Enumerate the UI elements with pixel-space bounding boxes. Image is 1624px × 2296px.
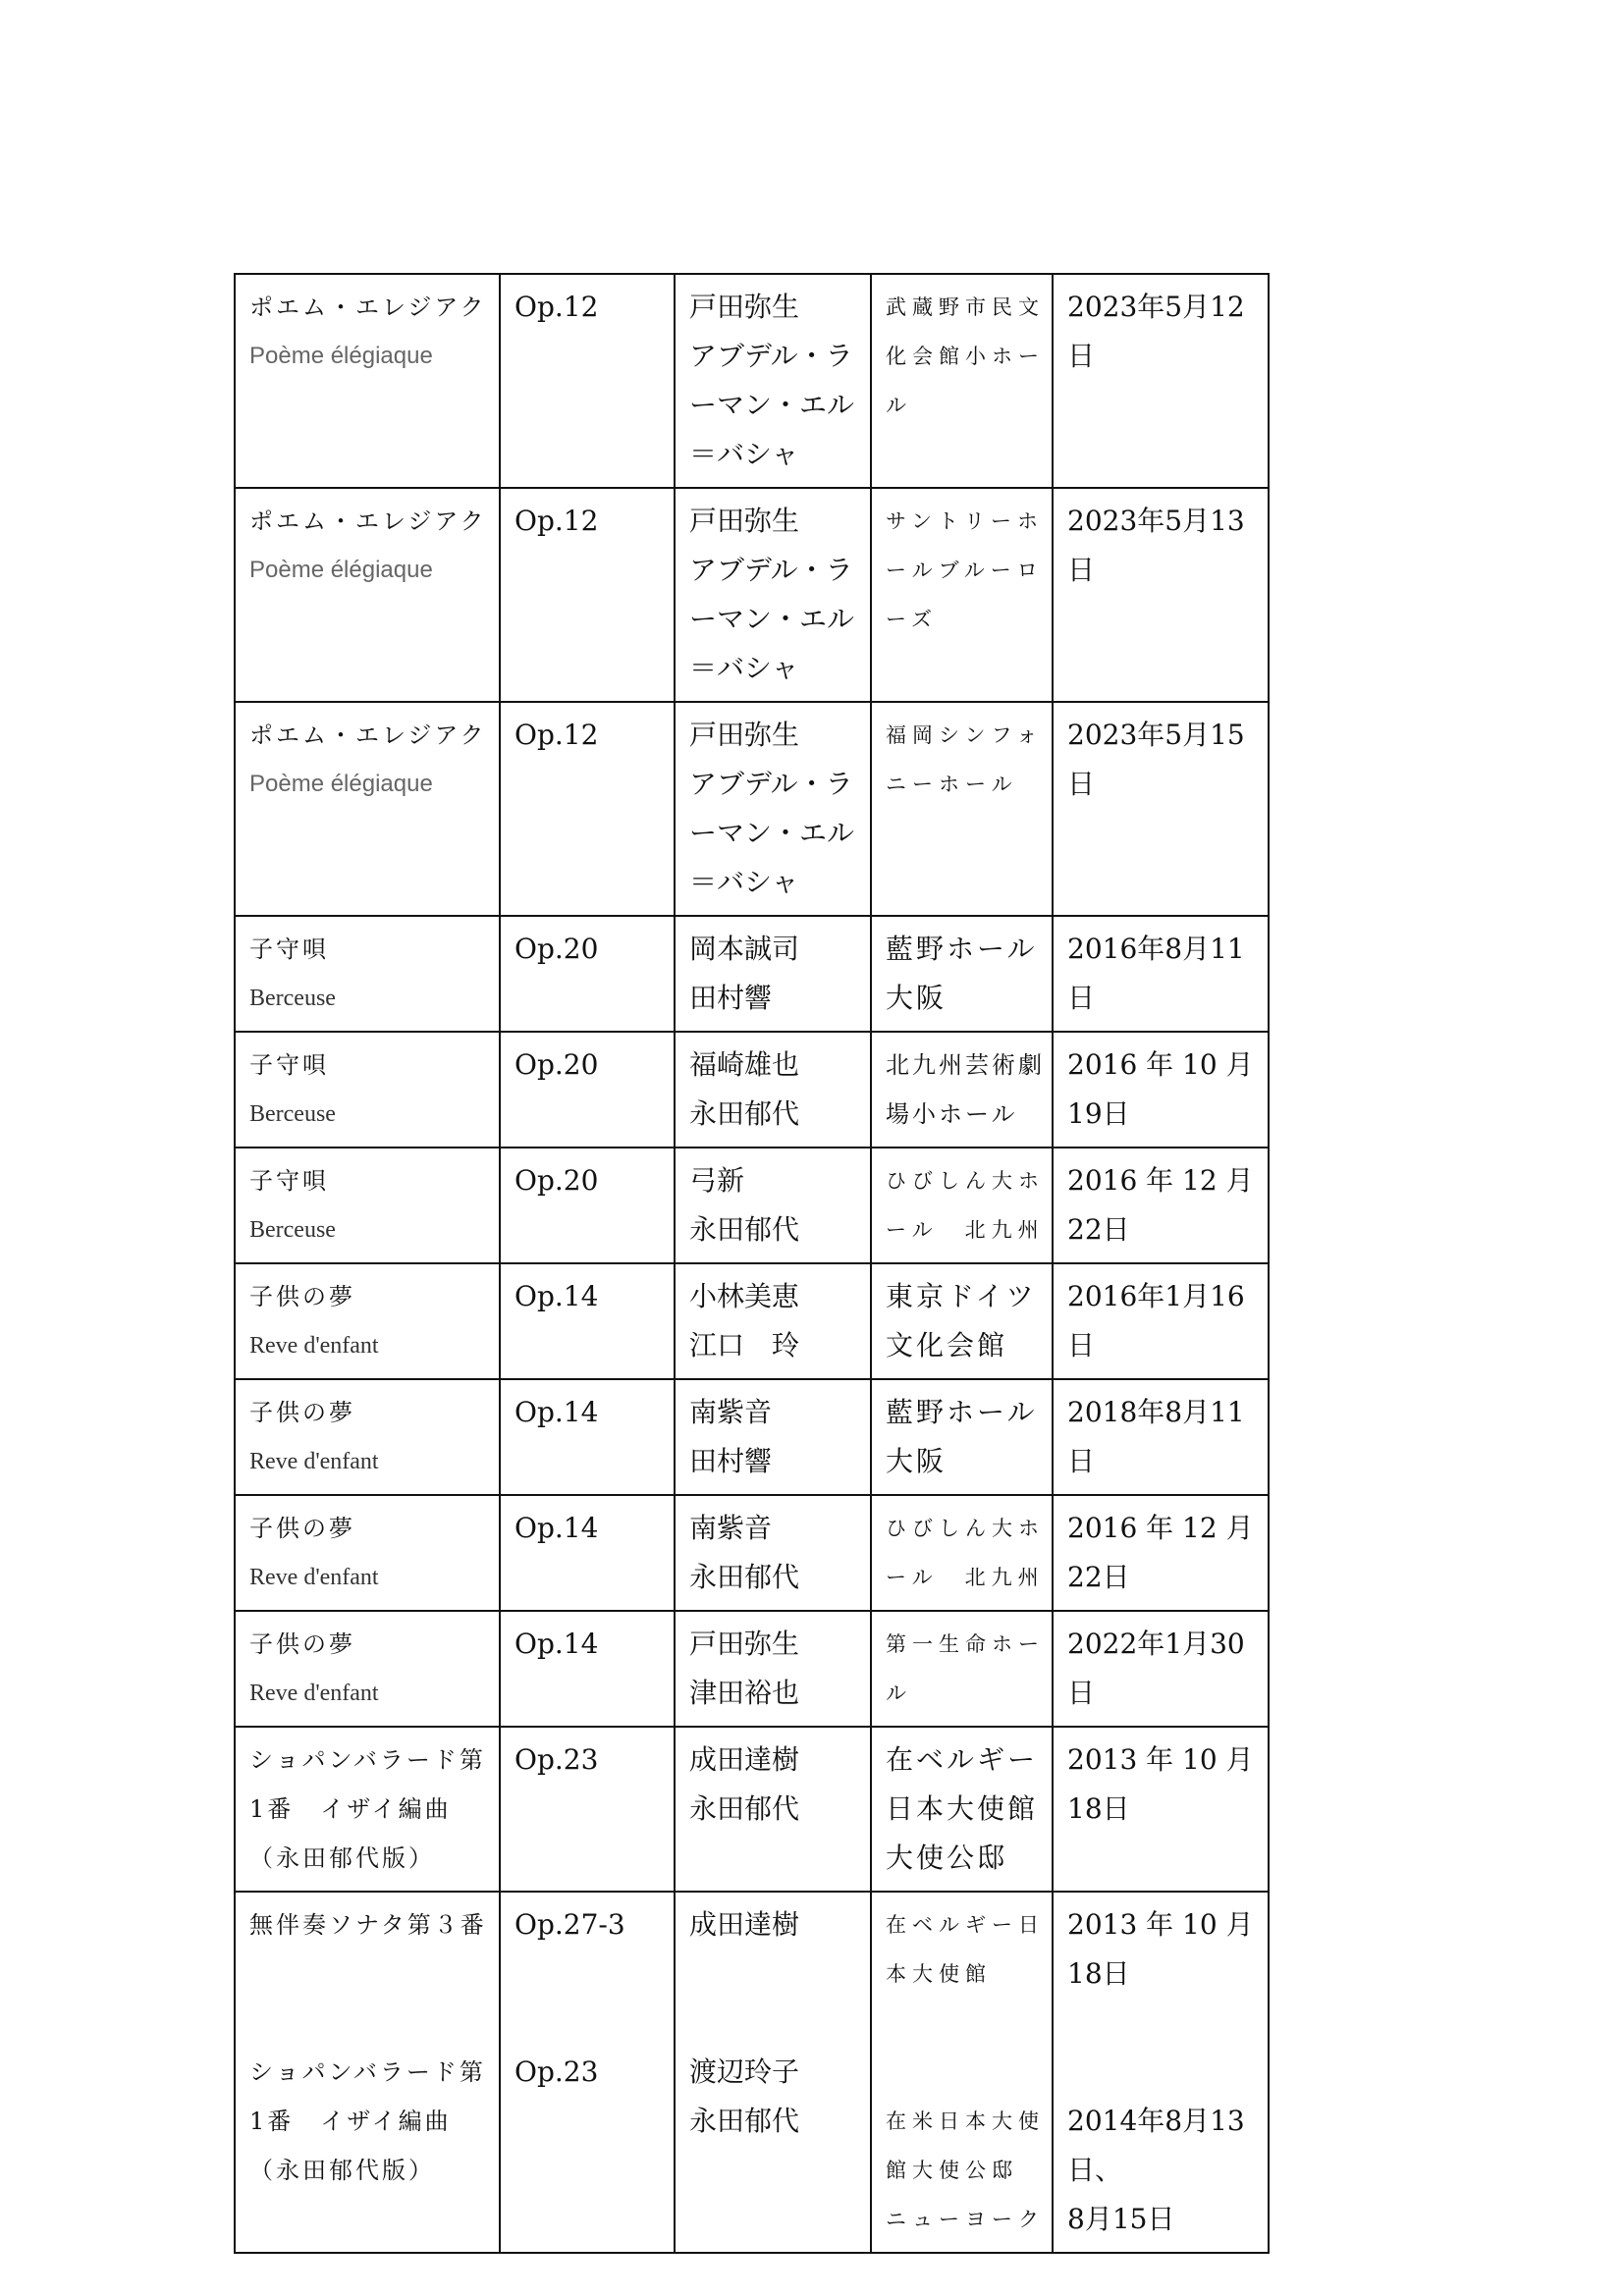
venue-line: ひびしん大ホ: [886, 1169, 1045, 1193]
performer-name: 田村響: [689, 1445, 773, 1477]
date-line: 日: [1067, 768, 1096, 800]
venue-line: 大阪: [886, 982, 947, 1014]
venue-line: ニーホール: [886, 773, 1018, 796]
date-line: 2016年1月16: [1067, 1280, 1245, 1312]
opus-number: Op.14: [514, 1628, 599, 1660]
performer-name: 戸田弥生: [689, 719, 800, 751]
spacer: [1067, 1999, 1258, 2048]
date-line: 22日: [1067, 1213, 1130, 1246]
spacer: [886, 2048, 1042, 2097]
work-title: 1番 イザイ編曲: [249, 1795, 452, 1823]
venue-cell: [871, 1892, 1053, 2253]
work-subtitle: Poème élégiaque: [249, 343, 433, 369]
venue-line: 化会館小ホー: [886, 345, 1045, 368]
spacer: [689, 1999, 860, 2048]
date-cell: [1053, 702, 1269, 916]
spacer: [249, 1999, 489, 2048]
venue-cell: [871, 1148, 1053, 1263]
work-subtitle: Reve d'enfant: [249, 1565, 379, 1590]
performer-name: 永田郁代: [689, 2105, 800, 2137]
performer-name: ーマン・エル: [689, 603, 855, 635]
venue-line: 文化会館: [886, 1329, 1008, 1362]
work-subtitle: Reve d'enfant: [249, 1681, 379, 1706]
date-cell: [1053, 1032, 1269, 1148]
performer-name: 戸田弥生: [689, 1628, 800, 1660]
performer-name: 弓新: [689, 1164, 745, 1197]
date-cell: [1053, 274, 1269, 488]
opus-cell: [500, 1611, 675, 1727]
table-row: [235, 1495, 1269, 1611]
venue-cell: [871, 1379, 1053, 1495]
work-subtitle: Berceuse: [249, 1217, 336, 1243]
work-title: （永田郁代版）: [249, 2157, 435, 2184]
title-cell: [235, 1727, 500, 1892]
spacer: [514, 1949, 664, 1999]
venue-line: 第一生命ホー: [886, 1632, 1045, 1656]
performers-cell: [675, 1379, 871, 1495]
performer-name: 成田達樹: [689, 1743, 800, 1776]
work-title: ポエム・エレジアク: [249, 721, 487, 749]
performers-cell: [675, 1495, 871, 1611]
performer-name: 江口 玲: [689, 1329, 800, 1362]
venue-cell: [871, 488, 1053, 702]
work-subtitle: Reve d'enfant: [249, 1449, 379, 1474]
date-line: 2016年8月11: [1067, 933, 1245, 965]
table-row: [235, 1611, 1269, 1727]
table-row: [235, 916, 1269, 1032]
performer-name: 小林美恵: [689, 1280, 800, 1312]
performers-cell: [675, 1032, 871, 1148]
title-cell: [235, 1032, 500, 1148]
opus-number: Op.14: [514, 1280, 599, 1312]
date-line: 日、: [1067, 2154, 1123, 2186]
title-cell: [235, 274, 500, 488]
title-cell: [235, 1148, 500, 1263]
performer-name: 永田郁代: [689, 1097, 800, 1130]
title-cell: [235, 1892, 500, 2253]
performers-cell: [675, 1892, 871, 2253]
venue-line: ール 北九州: [886, 1218, 1045, 1242]
venue-line: 場小ホール: [886, 1100, 1018, 1128]
venue-line: 藍野ホール: [886, 933, 1038, 965]
date-line: 2016 年 12 月: [1067, 1164, 1254, 1197]
opus-number: Op.20: [514, 933, 599, 965]
work-subtitle: Reve d'enfant: [249, 1333, 379, 1359]
opus-cell: [500, 1263, 675, 1379]
venue-line: サントリーホ: [886, 509, 1044, 533]
opus-number: Op.27-3: [514, 1908, 625, 1941]
venue-line: ーズ: [886, 608, 938, 631]
table-row: [235, 1148, 1269, 1263]
title-cell: [235, 1495, 500, 1611]
venue-line: 館大使公邸: [886, 2159, 1018, 2182]
venue-line: 武蔵野市民文: [886, 295, 1045, 319]
opus-cell: [500, 702, 675, 916]
performer-name: ＝バシャ: [689, 438, 799, 470]
spacer: [886, 1999, 1042, 2048]
date-line: 2023年5月12: [1067, 291, 1245, 323]
venue-line: ニューヨーク: [886, 2208, 1045, 2231]
work-title: ポエム・エレジアク: [249, 294, 487, 321]
work-title: ショパンバラード第: [249, 2058, 486, 2086]
date-line: 日: [1067, 554, 1096, 586]
work-subtitle: Berceuse: [249, 1101, 336, 1127]
performer-name: アブデル・ラ: [689, 554, 853, 586]
opus-number: Op.12: [514, 291, 599, 323]
date-cell: [1053, 1495, 1269, 1611]
opus-number: Op.23: [514, 1743, 599, 1776]
venue-line: ル: [886, 1682, 912, 1705]
work-title: 子守唄: [249, 935, 329, 963]
venue-line: ひびしん大ホ: [886, 1517, 1045, 1540]
performers-cell: [675, 1611, 871, 1727]
venue-cell: [871, 702, 1053, 916]
venue-line: 日本大使館: [886, 1792, 1039, 1825]
opus-number: Op.20: [514, 1164, 599, 1197]
work-title: 1番 イザイ編曲: [249, 2108, 452, 2135]
venue-line: 大使公邸: [886, 1842, 1008, 1874]
date-line: 2013 年 10 月: [1067, 1908, 1254, 1941]
venue-line: 藍野ホール: [886, 1396, 1038, 1428]
performer-name: 戸田弥生: [689, 505, 800, 537]
performer-name: ーマン・エル: [689, 817, 855, 849]
opus-number: Op.14: [514, 1396, 599, 1428]
date-line: 22日: [1067, 1561, 1130, 1593]
table-row: [235, 488, 1269, 702]
performer-name: 津田裕也: [689, 1677, 800, 1709]
performers-cell: [675, 916, 871, 1032]
date-cell: [1053, 1892, 1269, 2253]
date-cell: [1053, 1727, 1269, 1892]
venue-line: 福岡シンフォ: [886, 723, 1044, 747]
work-title: 子供の夢: [249, 1399, 355, 1426]
performer-name: アブデル・ラ: [689, 768, 853, 800]
venue-cell: [871, 1727, 1053, 1892]
opus-number: Op.14: [514, 1512, 599, 1544]
table-row: [235, 1263, 1269, 1379]
title-cell: [235, 1611, 500, 1727]
performer-name: ＝バシャ: [689, 866, 799, 898]
work-title: ポエム・エレジアク: [249, 507, 487, 535]
opus-number: Op.23: [514, 2056, 599, 2088]
table-row: [235, 1892, 1269, 2253]
opus-cell: [500, 1495, 675, 1611]
table-row: [235, 702, 1269, 916]
venue-line: 大阪: [886, 1445, 947, 1477]
table-row: [235, 1032, 1269, 1148]
work-title: 子供の夢: [249, 1515, 355, 1542]
spacer: [249, 1949, 489, 1999]
spacer: [514, 1999, 664, 2048]
venue-line: 北九州芸術劇: [886, 1051, 1045, 1079]
title-cell: [235, 1379, 500, 1495]
title-cell: [235, 916, 500, 1032]
venue-cell: [871, 1611, 1053, 1727]
date-line: 2016 年 12 月: [1067, 1512, 1254, 1544]
performer-name: ーマン・エル: [689, 389, 855, 421]
performer-name: 渡辺玲子: [689, 2056, 800, 2088]
performer-name: 成田達樹: [689, 1908, 800, 1941]
performer-name: 岡本誠司: [689, 933, 800, 965]
date-cell: [1053, 1379, 1269, 1495]
opus-cell: [500, 1032, 675, 1148]
date-line: 19日: [1067, 1097, 1130, 1130]
opus-cell: [500, 1148, 675, 1263]
title-cell: [235, 702, 500, 916]
venue-line: 本大使館: [886, 1962, 992, 1986]
performer-name: 南紫音: [689, 1396, 773, 1428]
performance-table: [234, 273, 1270, 2254]
opus-cell: [500, 916, 675, 1032]
opus-cell: [500, 1379, 675, 1495]
venue-cell: [871, 1495, 1053, 1611]
table-row: [235, 1727, 1269, 1892]
title-cell: [235, 1263, 500, 1379]
opus-cell: [500, 1892, 675, 2253]
performer-name: 永田郁代: [689, 1561, 800, 1593]
date-line: 18日: [1067, 1792, 1130, 1825]
venue-line: 東京ドイツ: [886, 1280, 1037, 1312]
performer-name: 福崎雄也: [689, 1048, 800, 1081]
work-title: 子守唄: [249, 1167, 329, 1195]
venue-cell: [871, 916, 1053, 1032]
performers-cell: [675, 1263, 871, 1379]
performance-table-body: [235, 274, 1269, 2253]
performer-name: 南紫音: [689, 1512, 773, 1544]
table-row: [235, 1379, 1269, 1495]
performers-cell: [675, 1727, 871, 1892]
date-line: 2022年1月30: [1067, 1628, 1245, 1660]
performer-name: アブデル・ラ: [689, 340, 853, 372]
date-cell: [1053, 1611, 1269, 1727]
opus-cell: [500, 274, 675, 488]
work-title: 子供の夢: [249, 1630, 355, 1658]
venue-line: ール 北九州: [886, 1566, 1045, 1589]
work-title: 子守唄: [249, 1051, 329, 1079]
work-subtitle: Poème élégiaque: [249, 771, 433, 797]
work-subtitle: Poème élégiaque: [249, 557, 433, 583]
date-line: 2013 年 10 月: [1067, 1743, 1254, 1776]
performers-cell: [675, 1148, 871, 1263]
performer-name: 戸田弥生: [689, 291, 800, 323]
table-row: [235, 274, 1269, 488]
work-subtitle: Berceuse: [249, 986, 336, 1011]
performer-name: 永田郁代: [689, 1213, 800, 1246]
spacer: [689, 1949, 860, 1999]
venue-line: 在ベルギー: [886, 1743, 1039, 1776]
performers-cell: [675, 488, 871, 702]
date-line: 日: [1067, 1445, 1096, 1477]
date-line: 8月15日: [1067, 2203, 1175, 2235]
date-cell: [1053, 1148, 1269, 1263]
date-line: 2023年5月13: [1067, 505, 1245, 537]
venue-line: ールブルーロ: [886, 559, 1044, 582]
opus-cell: [500, 488, 675, 702]
date-line: 日: [1067, 1329, 1096, 1362]
venue-cell: [871, 1263, 1053, 1379]
performer-name: ＝バシャ: [689, 652, 799, 684]
date-line: 2016 年 10 月: [1067, 1048, 1254, 1081]
date-line: 18日: [1067, 1957, 1130, 1990]
date-cell: [1053, 916, 1269, 1032]
work-title: （永田郁代版）: [249, 1844, 435, 1872]
performers-cell: [675, 274, 871, 488]
performer-name: 田村響: [689, 982, 773, 1014]
venue-cell: [871, 1032, 1053, 1148]
venue-cell: [871, 274, 1053, 488]
date-line: 日: [1067, 1677, 1096, 1709]
performers-cell: [675, 702, 871, 916]
title-cell: [235, 488, 500, 702]
opus-number: Op.12: [514, 719, 599, 751]
date-cell: [1053, 1263, 1269, 1379]
date-line: 日: [1067, 982, 1096, 1014]
opus-cell: [500, 1727, 675, 1892]
date-line: 日: [1067, 340, 1096, 372]
date-cell: [1053, 488, 1269, 702]
date-line: 2023年5月15: [1067, 719, 1245, 751]
venue-line: 在米日本大使: [886, 2109, 1045, 2133]
date-line: 2014年8月13: [1067, 2105, 1245, 2137]
work-title: 子供の夢: [249, 1283, 355, 1310]
opus-number: Op.20: [514, 1048, 599, 1081]
work-title: ショパンバラード第: [249, 1746, 486, 1774]
spacer: [1067, 2048, 1258, 2097]
venue-line: ル: [886, 394, 912, 417]
date-line: 2018年8月11: [1067, 1396, 1245, 1428]
work-title: 無伴奏ソナタ第３番: [249, 1911, 487, 1939]
venue-line: 在ベルギー日: [886, 1913, 1045, 1937]
performer-name: 永田郁代: [689, 1792, 800, 1825]
opus-number: Op.12: [514, 505, 599, 537]
